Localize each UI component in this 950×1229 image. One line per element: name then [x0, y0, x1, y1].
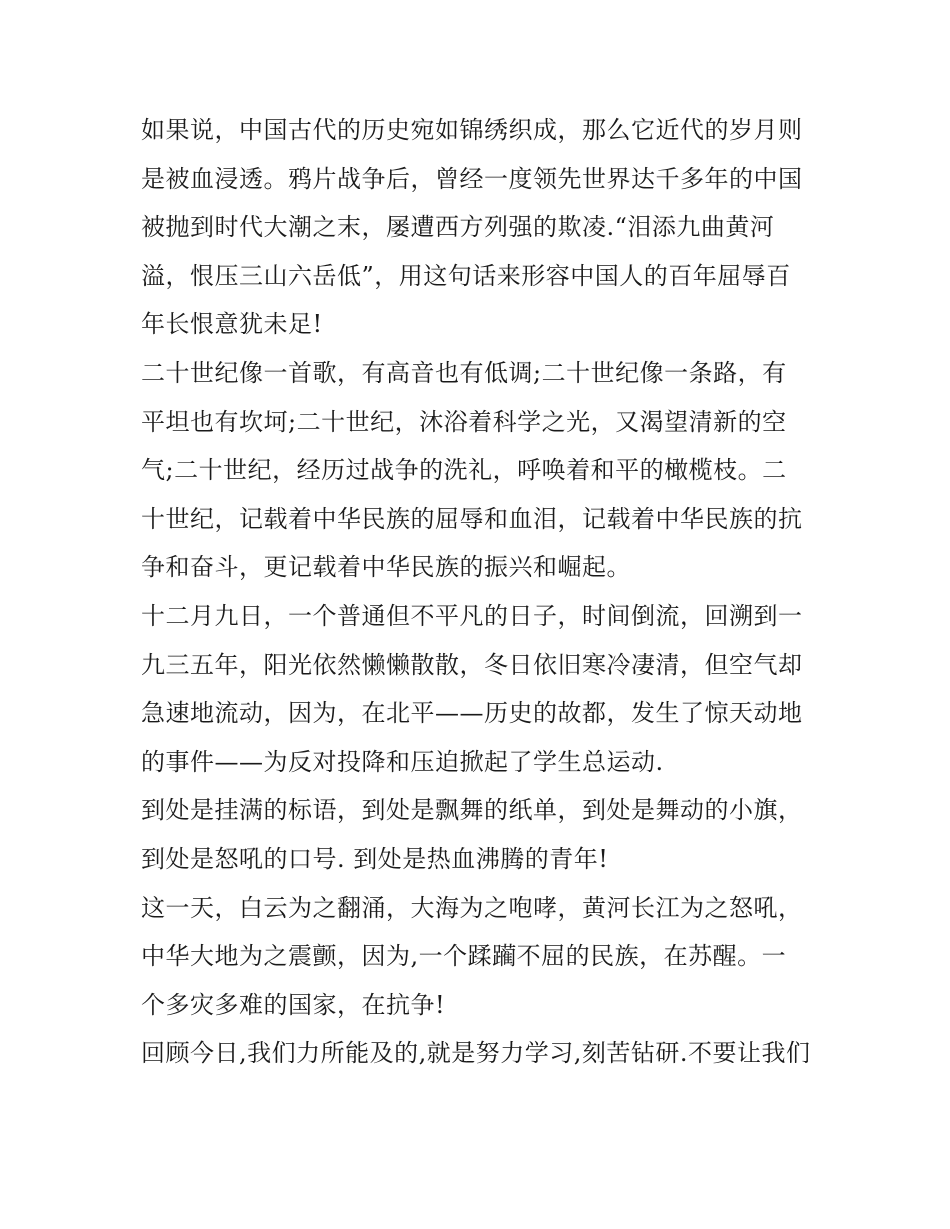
text-line: 如果说，中国古代的历史宛如锦绣织成，那么它近代的岁月则 [141, 116, 803, 144]
text-line: 个多灾多难的国家，在抗争! [141, 990, 446, 1019]
text-line: 这一天，白云为之翻涌，大海为之咆哮，黄河长江为之怒吼， [141, 893, 803, 922]
text-line: 到处是挂满的标语，到处是飘舞的纸单，到处是舞动的小旗， [141, 796, 803, 825]
text-line: 九三五年，阳光依然懒懒散散，冬日依旧寒冷凄清，但空气却 [141, 650, 803, 679]
text-line: 被抛到时代大潮之末，屡遭西方列强的欺凌.“泪添九曲黄河 [141, 213, 775, 242]
text-line: 争和奋斗，更记载着中华民族的振兴和崛起。 [141, 553, 631, 582]
text-line: 的事件——为反对投降和压迫掀起了学生总运动. [141, 747, 664, 776]
text-line: 到处是怒吼的口号. 到处是热血沸腾的青年! [141, 844, 609, 873]
text-line: 急速地流动，因为，在北平——历史的故都，发生了惊天动地 [141, 699, 803, 728]
text-line: 中华大地为之震颤，因为,一个蹂躏不屈的民族，在苏醒。一 [141, 942, 787, 971]
text-line: 年长恨意犹未足! [141, 310, 323, 339]
text-line: 二十世纪像一首歌，有高音也有低调;二十世纪像一条路，有 [141, 358, 787, 387]
document-body [141, 106, 821, 1078]
text-line: 十世纪，记载着中华民族的屈辱和血泪，记载着中华民族的抗 [141, 504, 803, 533]
text-line: 十二月九日，一个普通但不平凡的日子，时间倒流，回溯到一 [141, 601, 803, 630]
text-line: 是被血浸透。鸦片战争后，曾经一度领先世界达千多年的中国 [141, 164, 803, 193]
text-line: 溢，恨压三山六岳低”，用这句话来形容中国人的百年屈辱百 [141, 261, 791, 290]
text-line: 平坦也有坎坷;二十世纪，沐浴着科学之光，又渴望清新的空 [141, 407, 787, 436]
text-line: 回顾今日,我们力所能及的,就是努力学习,刻苦钻研.不要让我们 [141, 1039, 811, 1068]
text-line: 气;二十世纪，经历过战争的洗礼，呼唤着和平的橄榄枝。二 [141, 456, 787, 485]
